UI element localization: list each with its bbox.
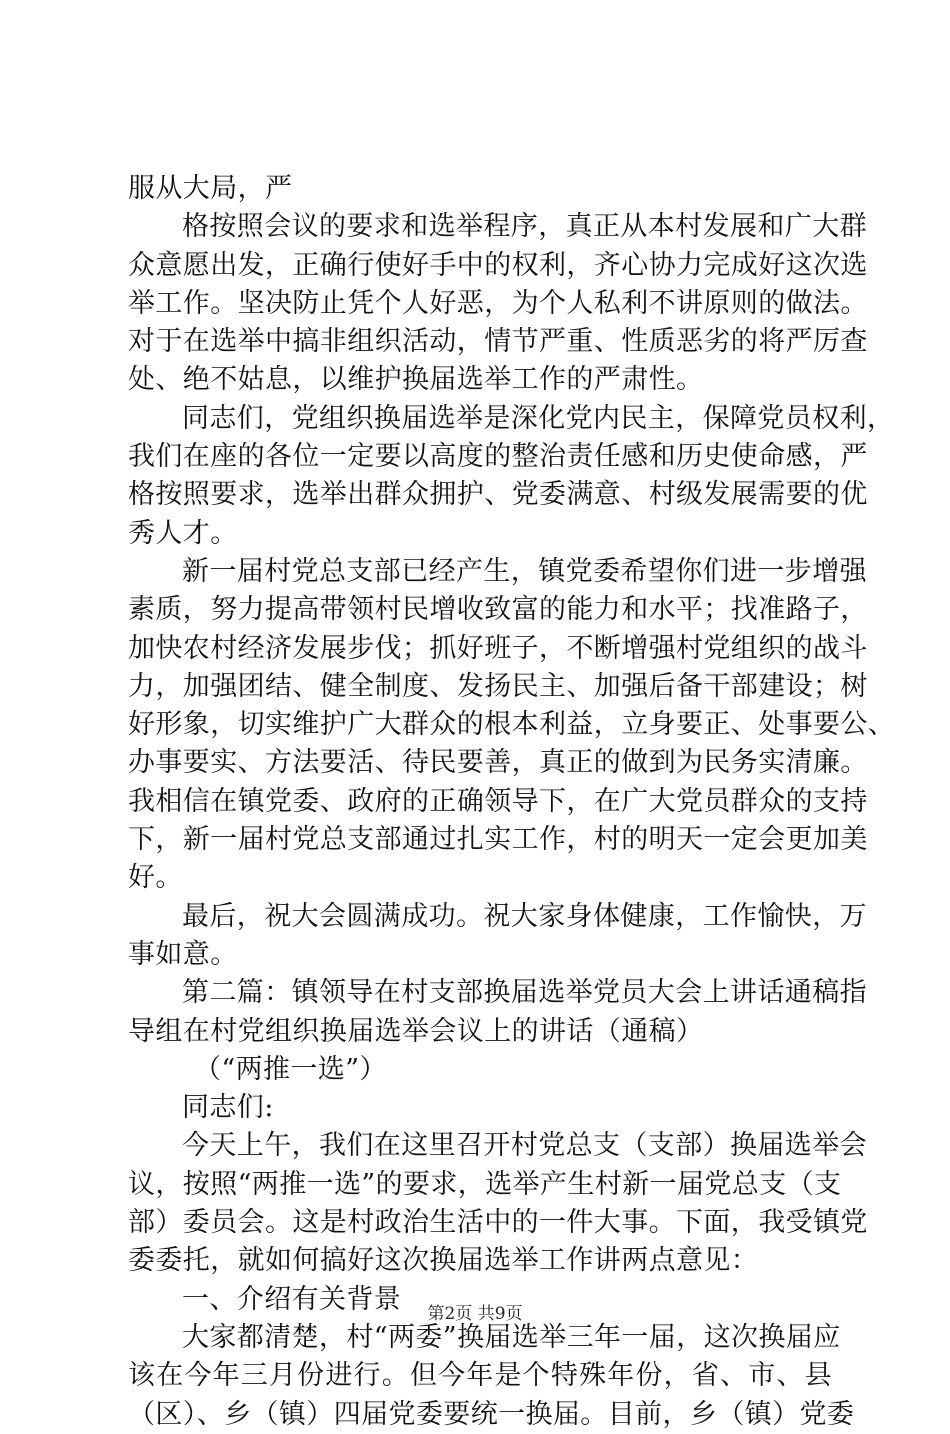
text-line: 好。 [128, 862, 183, 894]
text-line: 大家都清楚，村“两委”换届选举三年一届，这次换届应 [182, 1321, 841, 1353]
document-body [128, 170, 896, 1434]
text-line: 导组在村党组织换届选举会议上的讲话（通稿） [128, 1015, 704, 1047]
text-line: 力，加强团结、健全制度、发扬民主、加强后备干部建设；树 [128, 670, 868, 702]
text-line: 格按照会议的要求和选举程序，真正从本村发展和广大群 [182, 211, 867, 243]
text-line: 处、绝不姑息，以维护换届选举工作的严肃性。 [128, 364, 704, 396]
text-line: 同志们: [182, 1092, 274, 1124]
text-line: 事如意。 [128, 938, 238, 970]
text-line: 同志们，党组织换届选举是深化党内民主，保障党员权利， [182, 402, 895, 434]
text-line: 第二篇：镇领导在村支部换届选举党员大会上讲话通稿指 [182, 977, 867, 1009]
section-heading: 一、介绍有关背景 [182, 1283, 402, 1315]
text-line: 格按照要求，选举出群众拥护、党委满意、村级发展需要的优 [128, 479, 868, 511]
text-line: 委委托，就如何搞好这次换届选举工作讲两点意见： [128, 1245, 759, 1277]
text-line: 今天上午，我们在这里召开村党总支（支部）换届选举会 [182, 1130, 867, 1162]
text-line: 我相信在镇党委、政府的正确领导下，在广大党员群众的支持 [128, 785, 868, 817]
text-line: 素质，努力提高带领村民增收致富的能力和水平；找准路子， [128, 594, 868, 626]
text-line: 加快农村经济发展步伐；抓好班子，不断增强村党组织的战斗 [128, 632, 868, 664]
text-line: 该在今年三月份进行。但今年是个特殊年份，省、市、县 [128, 1360, 832, 1392]
text-line: 下，新一届村党总支部通过扎实工作，村的明天一定会更加美 [128, 824, 868, 856]
text-line: 议，按照“两推一选”的要求，选举产生村新一届党总支（支 [128, 1168, 842, 1200]
text-line: 众意愿出发，正确行使好手中的权利，齐心协力完成好这次选 [128, 249, 868, 281]
text-line: 新一届村党总支部已经产生，镇党委希望你们进一步增强 [182, 555, 867, 587]
text-line: 我们在座的各位一定要以高度的整治责任感和历史使命感，严 [128, 441, 868, 473]
text-line: 部）委员会。这是村政治生活中的一件大事。下面，我受镇党 [128, 1207, 868, 1239]
text-line: 服从大局，严 [128, 173, 293, 204]
text-line: 最后，祝大会圆满成功。祝大家身体健康，工作愉快，万 [182, 900, 867, 932]
page-number-footer: 第2页 共9页 [427, 1304, 523, 1324]
text-line: （“两推一选”） [194, 1053, 387, 1085]
text-line: 举工作。坚决防止凭个人好恶，为个人私利不讲原则的做法。 [128, 287, 868, 319]
text-line: 好形象，切实维护广大群众的根本利益，立身要正、处事要公、 [128, 709, 896, 741]
text-line: 秀人才。 [128, 517, 238, 549]
text-line: （区）、乡（镇）四届党委要统一换届。目前，乡（镇）党委 [128, 1398, 855, 1430]
text-line: 对于在选举中搞非组织活动，情节严重、性质恶劣的将严厉查 [128, 326, 868, 358]
text-line: 办事要实、方法要活、待民要善，真正的做到为民务实清廉。 [128, 747, 868, 779]
